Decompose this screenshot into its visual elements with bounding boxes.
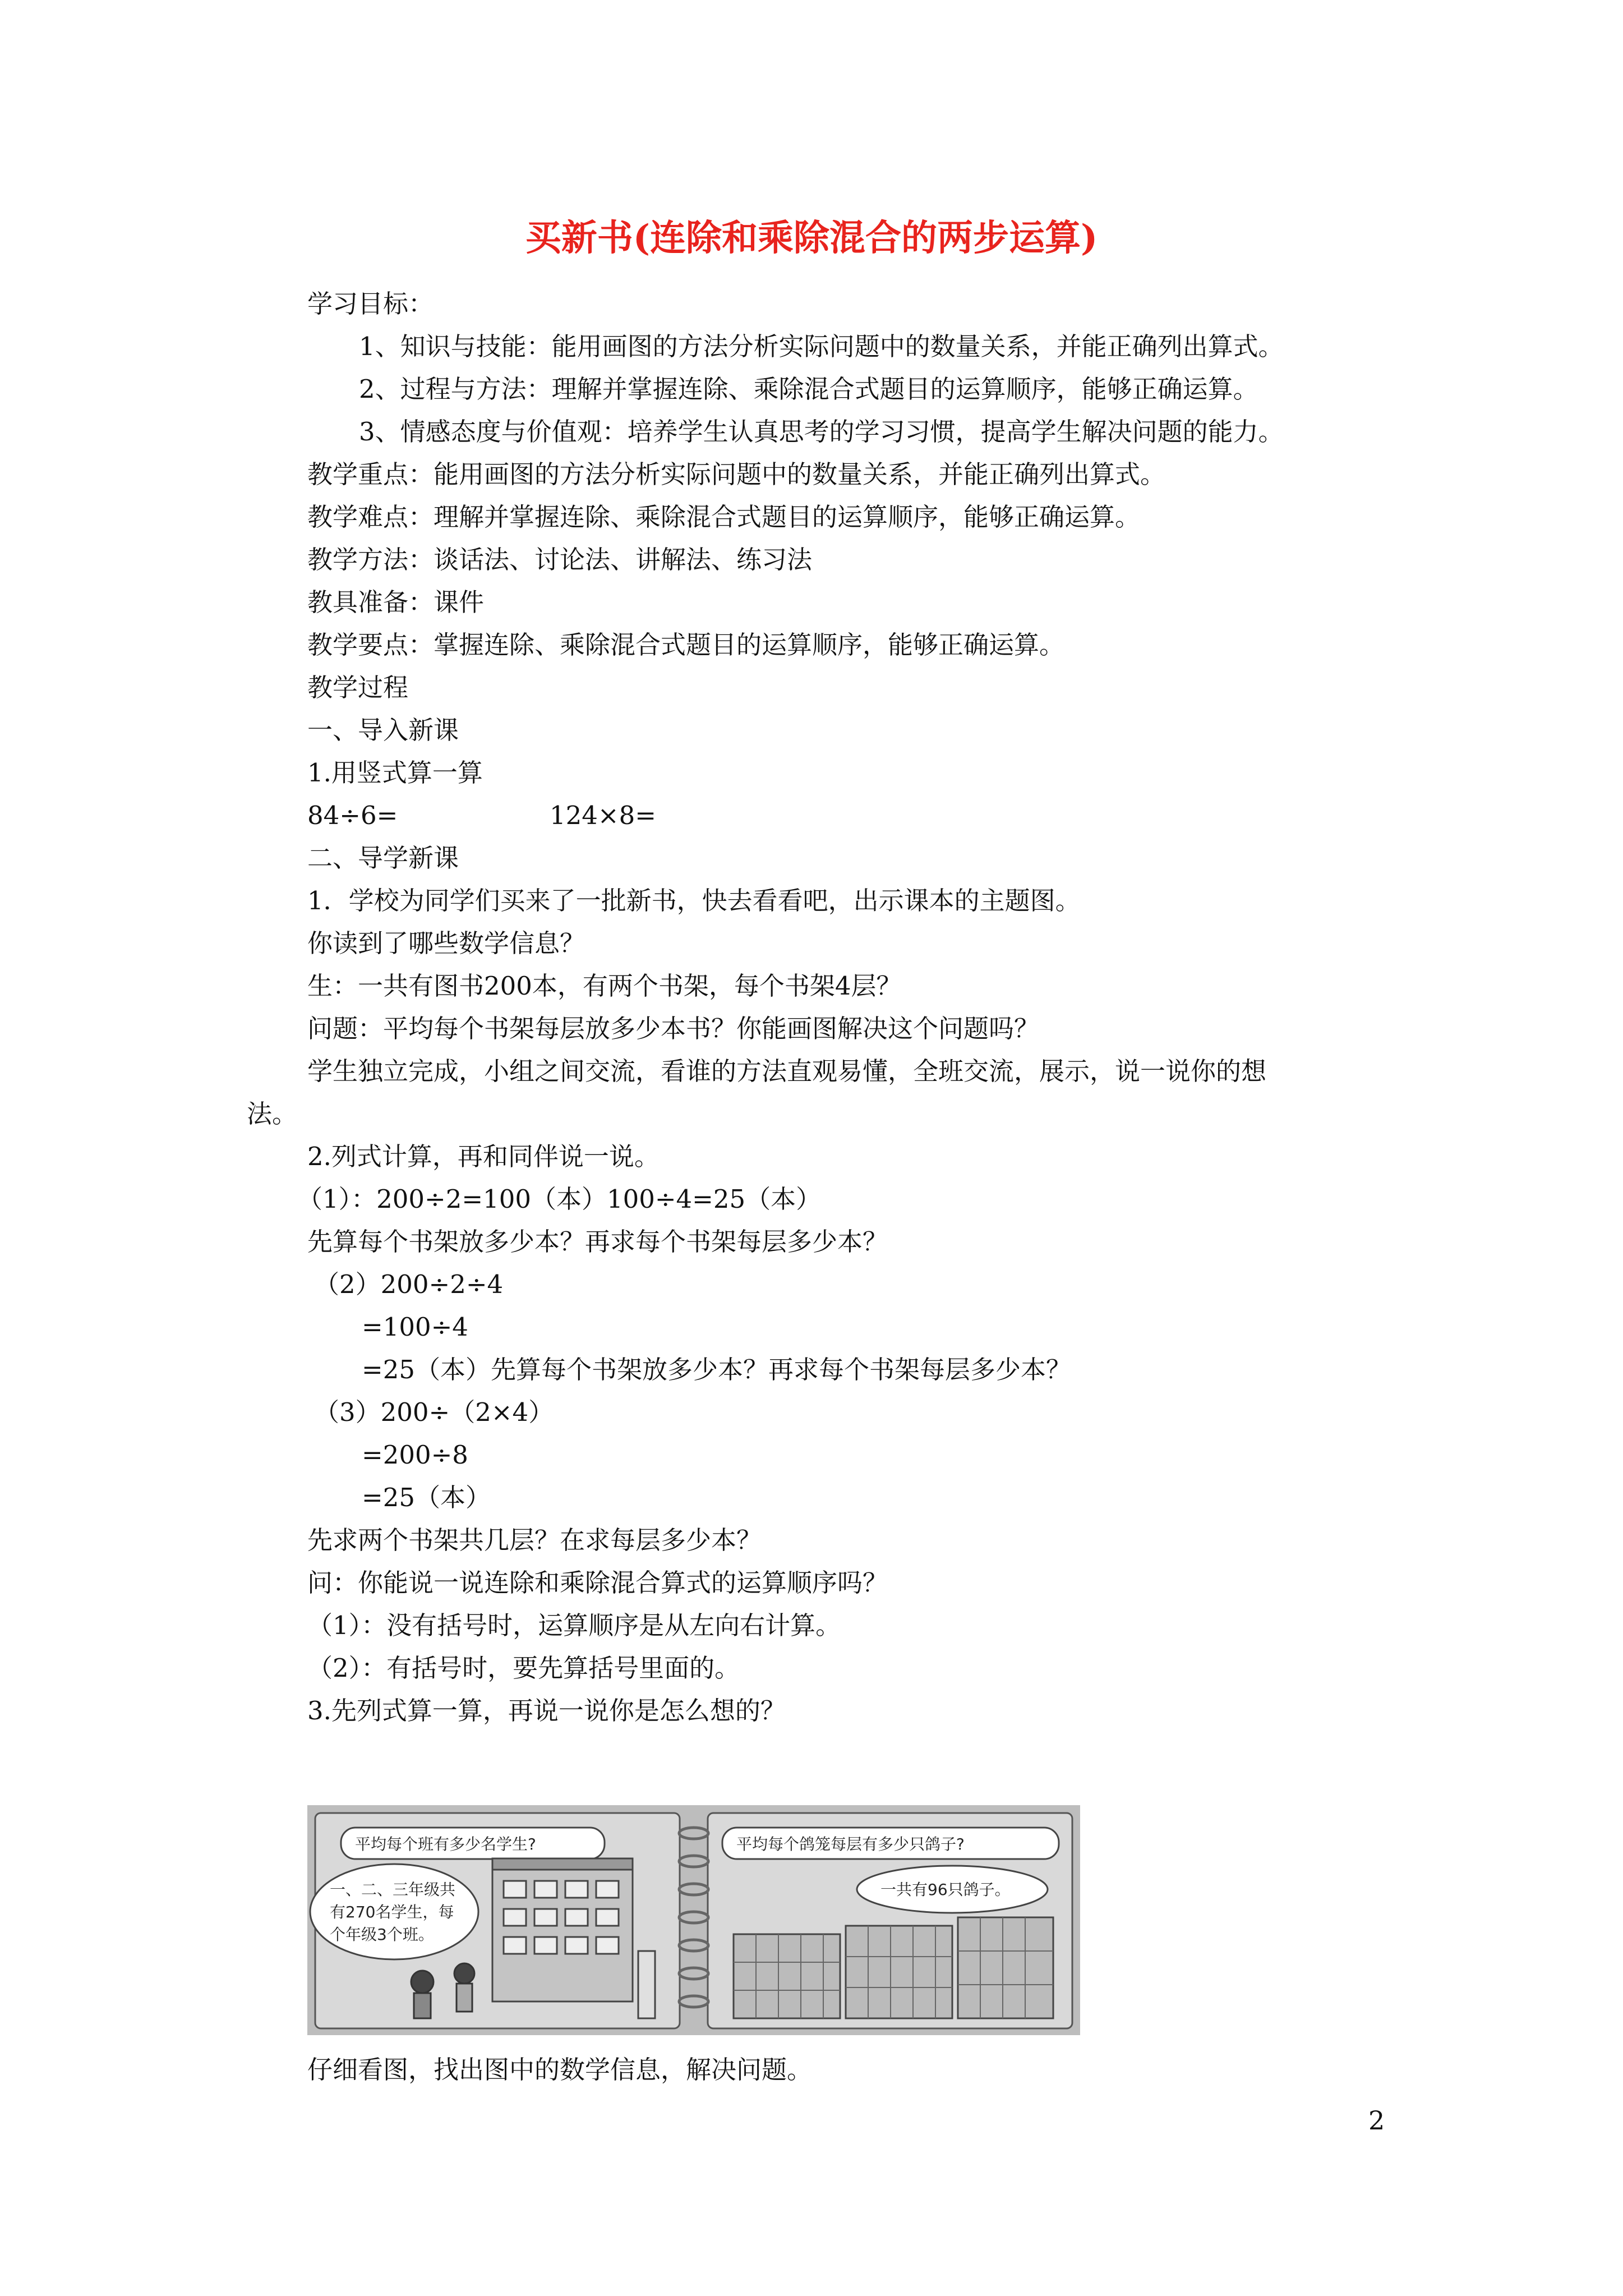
- text-line: 2.列式计算，再和同伴说一说。: [307, 1142, 660, 1171]
- text-line: 教学难点：理解并掌握连除、乘除混合式题目的运算顺序，能够正确运算。: [307, 502, 1141, 532]
- text-line: （3）200÷（2×4）: [314, 1397, 554, 1427]
- text-line: =25（本）: [362, 1483, 491, 1512]
- text-line: 教具准备：课件: [307, 587, 485, 617]
- text-line: （1）：200÷2=100（本）100÷4=25（本）: [297, 1184, 822, 1214]
- text-line: 法。: [247, 1099, 298, 1129]
- text-line: 教学要点：掌握连除、乘除混合式题目的运算顺序，能够正确运算。: [307, 630, 1065, 660]
- school-building: [492, 1858, 655, 2018]
- text-line: 84÷6=: [307, 800, 398, 830]
- text-line: （2）：有括号时，要先算括号里面的。: [307, 1653, 740, 1683]
- text-line: 先算每个书架放多少本？再求每个书架每层多少本？: [307, 1227, 888, 1257]
- text-line: 124×8=: [550, 800, 656, 830]
- page-number: 2: [1368, 2105, 1385, 2136]
- left-question: 平均每个班有多少名学生?: [355, 1835, 536, 1853]
- right-info: 一共有96只鸽子。: [880, 1880, 1011, 1899]
- text-line: 1、知识与技能：能用画图的方法分析实际问题中的数量关系，并能正确列出算式。: [359, 332, 1284, 361]
- left-info-line: 个年级3个班。: [330, 1925, 434, 1944]
- text-line: 问题：平均每个书架每层放多少本书？你能画图解决这个问题吗？: [307, 1014, 1040, 1043]
- right-question: 平均每个鸽笼每层有多少只鸽子?: [736, 1835, 965, 1853]
- text-line: 先求两个书架共几层？在求每层多少本？: [307, 1525, 762, 1555]
- text-line: 仔细看图，找出图中的数学信息，解决问题。: [307, 2055, 813, 2085]
- text-line: =200÷8: [362, 1440, 468, 1470]
- text-line: 3、情感态度与价值观：培养学生认真思考的学习习惯，提高学生解决问题的能力。: [359, 417, 1284, 447]
- text-line: 教学过程: [307, 673, 409, 702]
- textbook-illustration: [307, 1805, 1080, 2035]
- text-line: 二、导学新课: [307, 843, 459, 873]
- text-line: 3.先列式算一算，再说一说你是怎么想的？: [307, 1696, 786, 1726]
- text-line: 问：你能说一说连除和乘除混合算式的运算顺序吗？: [307, 1568, 888, 1598]
- left-info-line: 一、二、三年级共: [330, 1880, 456, 1899]
- text-line: =25（本）先算每个书架放多少本？再求每个书架每层多少本？: [362, 1355, 1071, 1384]
- text-line: 1.用竖式算一算: [307, 758, 483, 788]
- text-line: 你读到了哪些数学信息？: [307, 928, 585, 958]
- text-line: 教学重点：能用画图的方法分析实际问题中的数量关系，并能正确列出算式。: [307, 459, 1166, 489]
- document-title: 买新书(连除和乘除混合的两步运算): [525, 217, 1098, 259]
- text-line: 一、导入新课: [307, 715, 459, 745]
- text-line: 1．学校为同学们买来了一批新书，快去看看吧，出示课本的主题图。: [307, 886, 1081, 915]
- text-line: =100÷4: [362, 1312, 468, 1342]
- text-line: 教学方法：谈话法、讨论法、讲解法、练习法: [307, 545, 813, 574]
- text-line: 2、过程与方法：理解并掌握连除、乘除混合式题目的运算顺序，能够正确运算。: [359, 374, 1258, 404]
- text-line: （2）200÷2÷4: [314, 1269, 504, 1299]
- text-line: 生：一共有图书200本，有两个书架，每个书架4层？: [307, 971, 902, 1001]
- text-line: 学生独立完成，小组之间交流，看谁的方法直观易懂，全班交流，展示，说一说你的想: [307, 1056, 1267, 1086]
- left-info-line: 有270名学生，每: [330, 1903, 454, 1921]
- text-line: 学习目标：: [307, 289, 434, 319]
- text-line: （1）：没有括号时，运算顺序是从左向右计算。: [307, 1611, 841, 1640]
